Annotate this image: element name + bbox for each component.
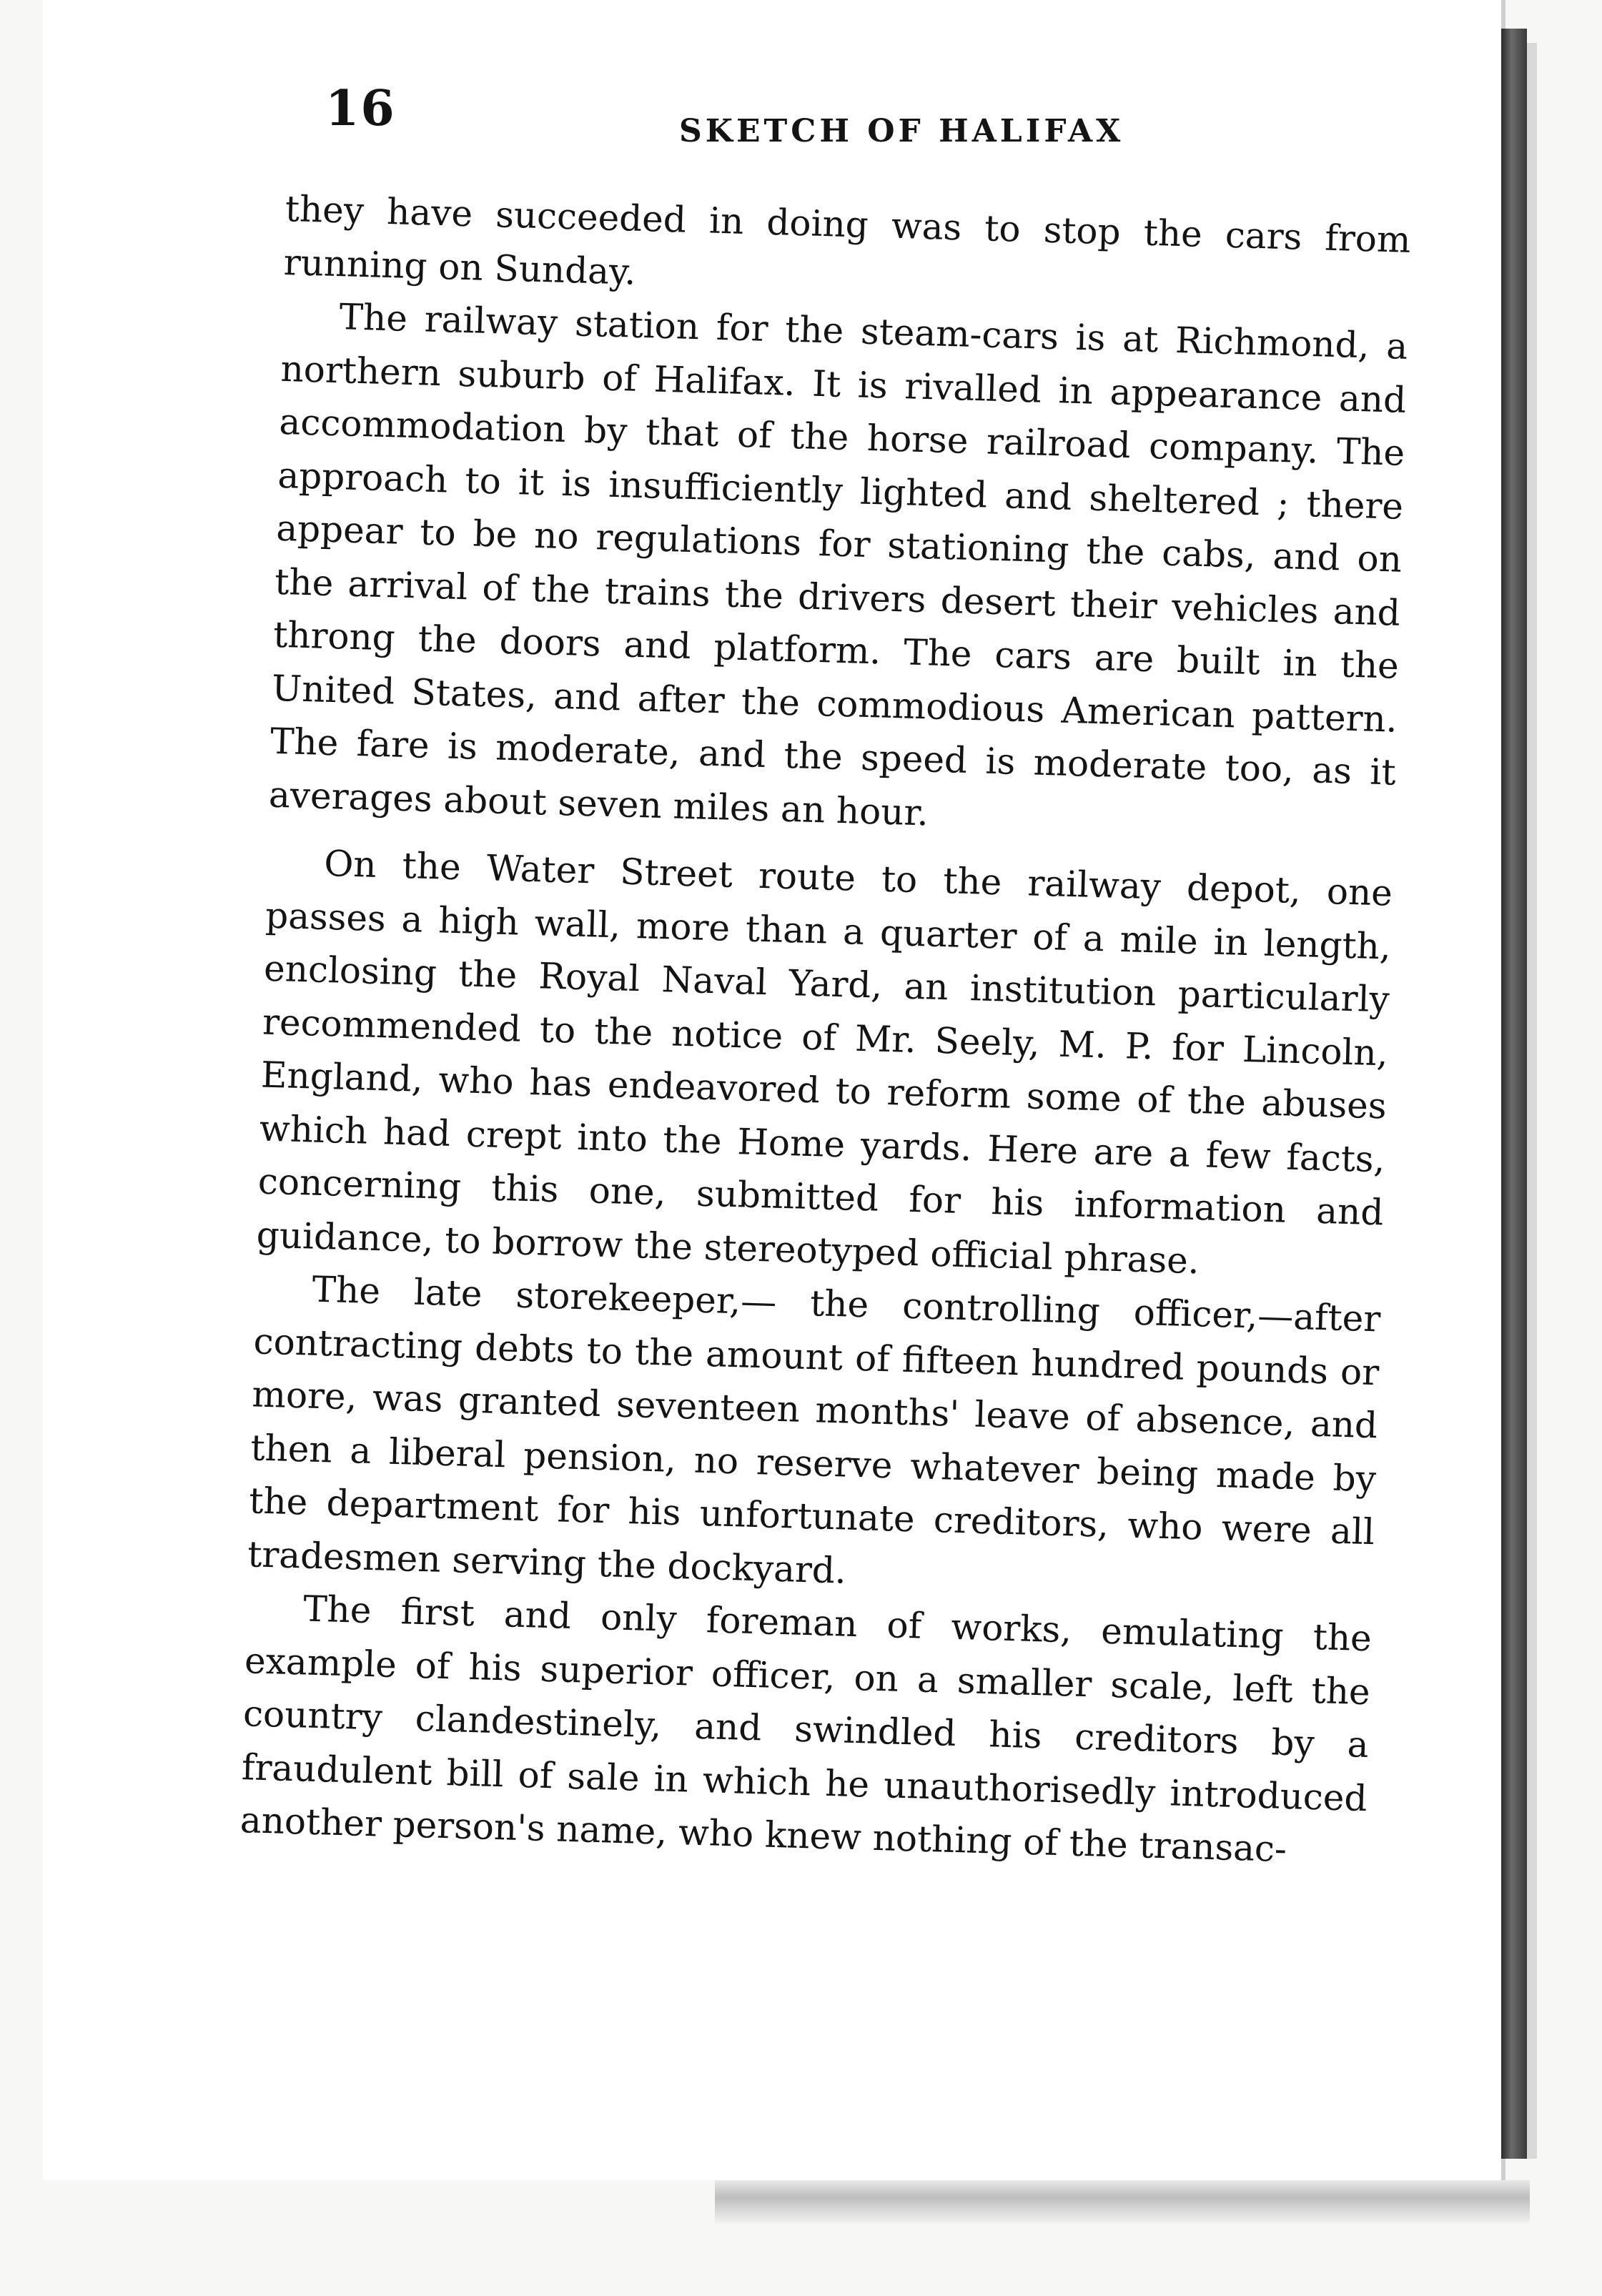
paragraph: The late storekeeper,— the controlling officer,—after contracting debts to the amount of fifteen hundred pounds or more, was granted seventeen months' leave of absence, and then a liberal pension, no reserve whatever being made by the department for his unfortunate creditors, who were all tradesmen serving the dockyard.: [247, 1268, 1382, 1592]
paragraph: they have succeeded in doing was to stop the cars from running on Sunday.: [283, 187, 1412, 293]
book-spine-shadow: [1501, 29, 1527, 2159]
page-bottom-edge: [715, 2180, 1530, 2223]
paragraph: On the Water Street route to the railway depot, one passes a high wall, more than a quarter of a mile in length, enclosing the Royal Naval Yard, an institution particularly recommended to the notice of Mr. Seely, M. P. for Lincoln, England, who has endeavored to reform some of the abuses which had crept into the Home yards. Here are a few facts, concerning this one, submitted for his information and guidance, to borrow the stereotyped official phrase.: [256, 842, 1393, 1282]
running-title: SKETCH OF HALIFAX: [679, 113, 1124, 149]
facing-page-edge: [1527, 43, 1537, 2159]
page-number: 16: [325, 80, 396, 137]
paragraph: The railway station for the steam-cars is at Richmond, a northern suburb of Halifax. It is rivalled in appearance and accommodation by that of the horse railroad company. The approach to it is insufficiently lighted and sheltered ; there appear to be no regulations for stationing the cabs, and on the arrival of the trains the drivers desert their vehicles and throng the doors and platform. The cars are built in the United States, and after the commodious American pattern. The fare is moderate, and the speed is moderate too, as it averages about seven miles an hour.: [268, 296, 1409, 833]
paragraph: The first and only foreman of works, emulating the example of his superior officer, on a smaller scale, left the country clandestinely, and swindled his creditors by a fraudulent bill of sale in which he unauthorisedly introduced another person's name, who knew nothing of the transac-: [239, 1588, 1373, 1870]
page-header: [325, 77, 1483, 163]
body-text: [239, 182, 1411, 1879]
